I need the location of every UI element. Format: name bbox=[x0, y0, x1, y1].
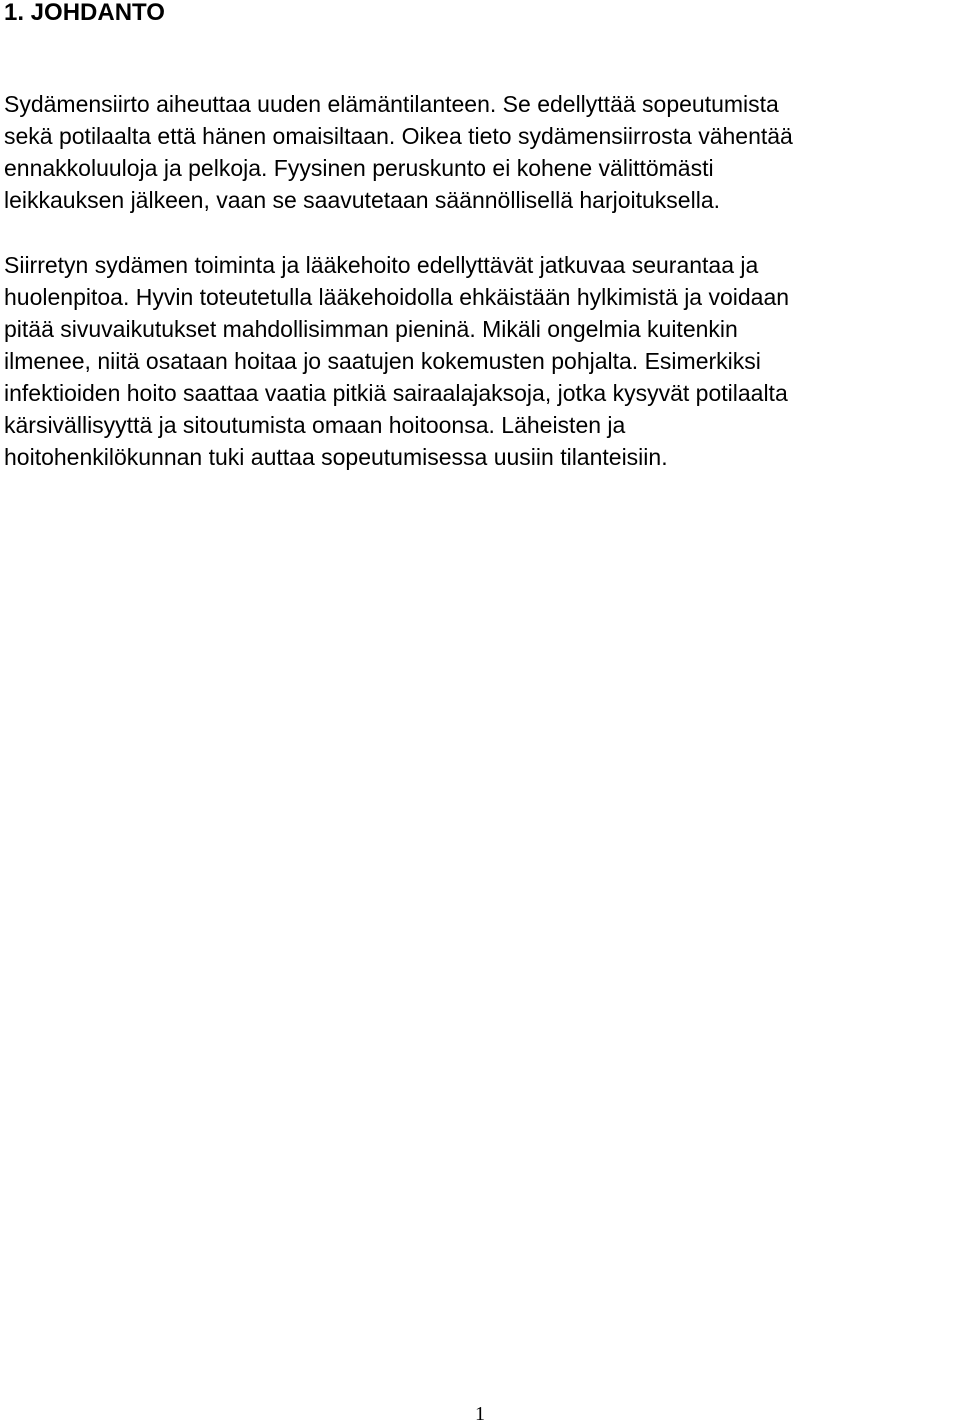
paragraph-line: kärsivällisyyttä ja sitoutumista omaan hoitoonsa. Läheisten ja bbox=[4, 412, 626, 438]
page-number: 1 bbox=[475, 1403, 485, 1425]
paragraph-line: huolenpitoa. Hyvin toteutetulla lääkehoidolla ehkäistään hylkimistä ja voidaan bbox=[4, 284, 790, 310]
paragraph-line: infektioiden hoito saattaa vaatia pitkiä sairaalajaksoja, jotka kysyvät potilaalta bbox=[4, 380, 788, 406]
paragraph-1 bbox=[4, 88, 793, 216]
paragraph-line: Sydämensiirto aiheuttaa uuden elämäntilanteen. Se edellyttää sopeutumista bbox=[4, 91, 779, 117]
section-heading: 1. JOHDANTO bbox=[4, 0, 165, 26]
paragraph-line: leikkauksen jälkeen, vaan se saavutetaan säännöllisellä harjoituksella. bbox=[4, 187, 720, 213]
paragraph-2 bbox=[4, 249, 789, 473]
paragraph-line: hoitohenkilökunnan tuki auttaa sopeutumisessa uusiin tilanteisiin. bbox=[4, 444, 668, 470]
paragraph-line: ennakkoluuloja ja pelkoja. Fyysinen peruskunto ei kohene välittömästi bbox=[4, 155, 714, 181]
paragraph-line: pitää sivuvaikutukset mahdollisimman pieninä. Mikäli ongelmia kuitenkin bbox=[4, 316, 738, 342]
paragraph-line: Siirretyn sydämen toiminta ja lääkehoito edellyttävät jatkuvaa seurantaa ja bbox=[4, 252, 759, 278]
paragraph-line: ilmenee, niitä osataan hoitaa jo saatujen kokemusten pohjalta. Esimerkiksi bbox=[4, 348, 761, 374]
paragraph-line: sekä potilaalta että hänen omaisiltaan. Oikea tieto sydämensiirrosta vähentää bbox=[4, 123, 793, 149]
